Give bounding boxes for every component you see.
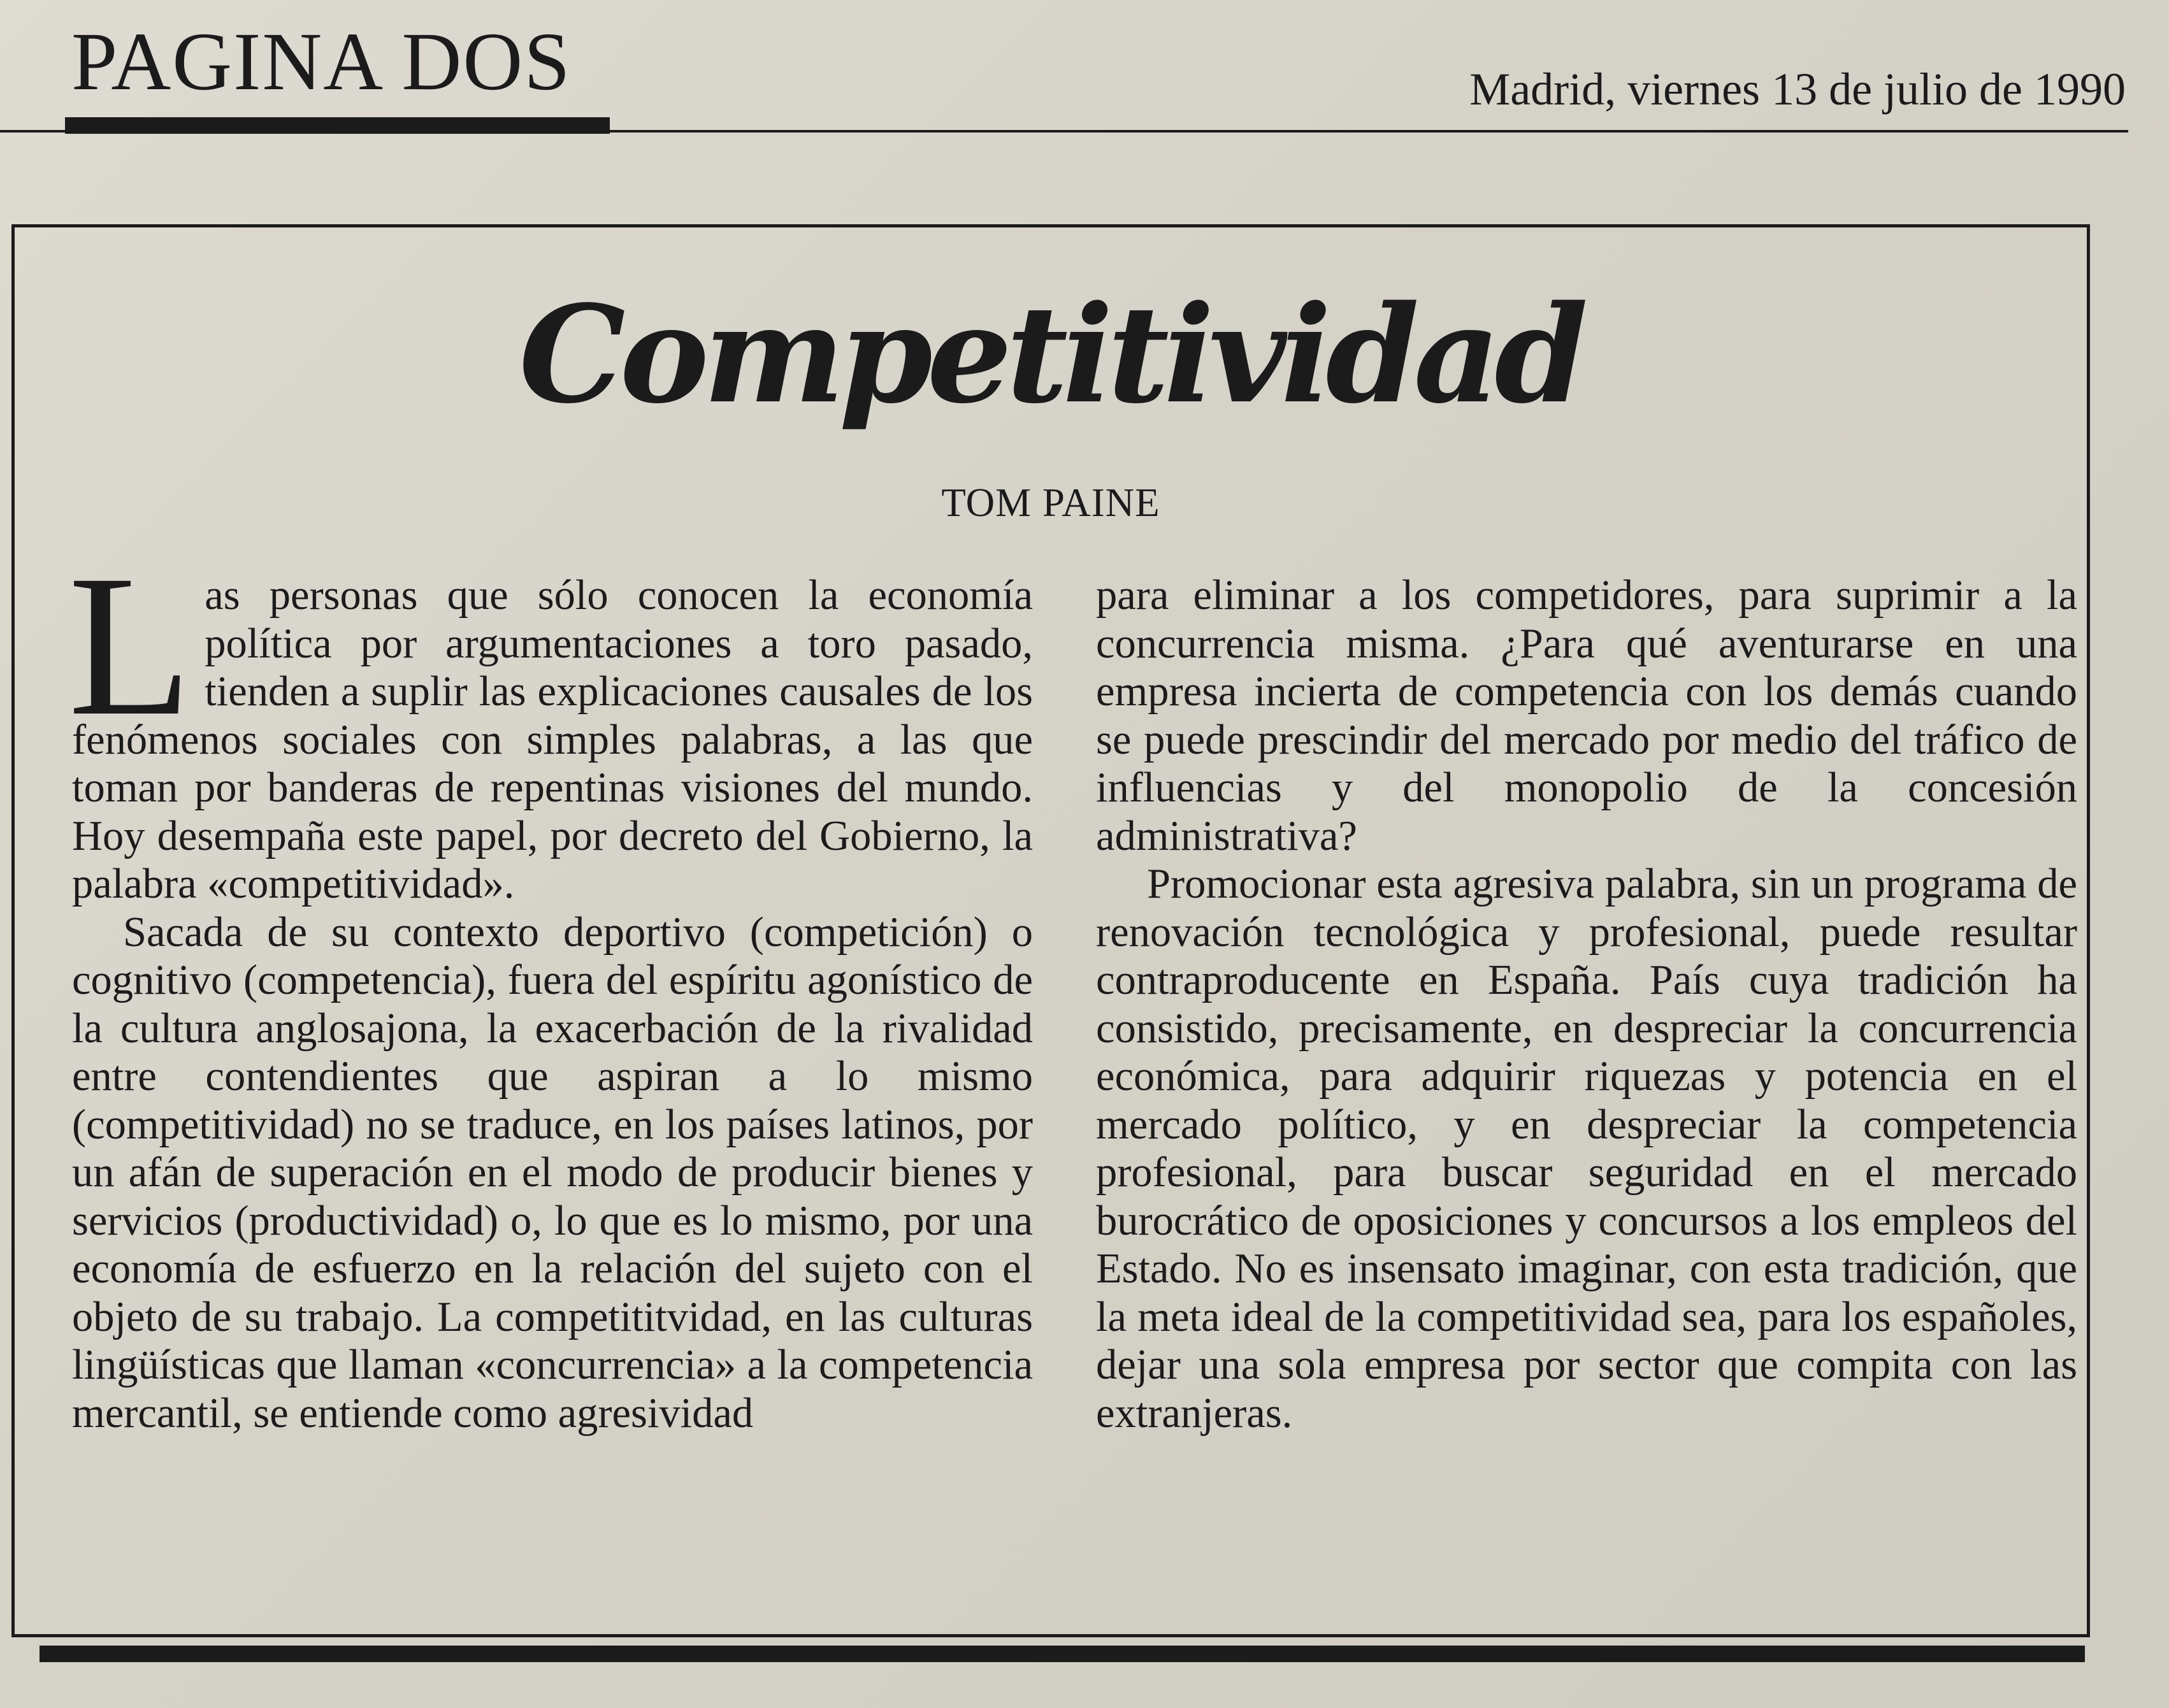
- article-paragraph: Sacada de su contexto deportivo (competición) o cognitivo (competencia), fuera del espíritu agonístico de la cultura anglosajona, la exacerbación de la rivalidad entre contendientes que aspiran a lo mismo (competitividad) no se traduce, en los países latinos, por un afán de superación en el modo de producir bienes y servicios (productividad) o, lo que es lo mismo, por una economía de esfuerzo en la relación del sujeto con el objeto de su trabajo. La competititvidad, en las culturas lingüísticas que llaman «concurrencia» a la competencia mercantil, se entiende como agresividad: [72, 908, 1033, 1437]
- article-title: Competitividad: [519, 276, 1583, 433]
- article-paragraph-text: as personas que sólo conocen la economía política por argumentaciones a toro pasado, tienden a suplir las explicaciones causales de los fenómenos sociales con simples palabras, a las que toman por banderas de repentinas visiones del mundo. Hoy desempaña este papel, por decreto del Gobierno, la palabra «competitividad».: [72, 572, 1033, 907]
- article-frame: [11, 224, 2090, 1637]
- article-paragraph: para eliminar a los competidores, para suprimir a la concurrencia misma. ¿Para qué aventurarse en una empresa incierta de competencia con los demás cuando se puede prescindir del mercado por medio del tráfico de influencias y del monopolio de la concesión administrativa?: [1096, 572, 2077, 859]
- article-column-left: [68, 533, 1033, 1437]
- article-column-right: [1096, 571, 2077, 1437]
- section-label: PAGINA DOS: [71, 16, 572, 108]
- article-paragraph: Promocionar esta agresiva palabra, sin un programa de renovación tecnológica y profesional, puede resultar contraproducente en España. País cuya tradición ha consistido, precisamente, en despreciar la concurrencia económica, para adquirir riquezas y potencia en el mercado político, y en despreciar la competencia profesional, para buscar seguridad en el mercado burocrático de oposiciones y concursos a los empleos del Estado. No es insensato imaginar, con esta tradición, que la meta ideal de la competitividad sea, para los españoles, dejar una sola empresa por sector que compita con las extranjeras.: [1096, 861, 2077, 1437]
- bottom-rule: [40, 1646, 2085, 1662]
- article-paragraph: [68, 533, 1033, 908]
- drop-cap: L: [68, 533, 192, 757]
- dateline: Madrid, viernes 13 de julio de 1990: [1469, 64, 2126, 115]
- header-rule: [0, 130, 2128, 133]
- article-byline: TOM PAINE: [941, 480, 1160, 525]
